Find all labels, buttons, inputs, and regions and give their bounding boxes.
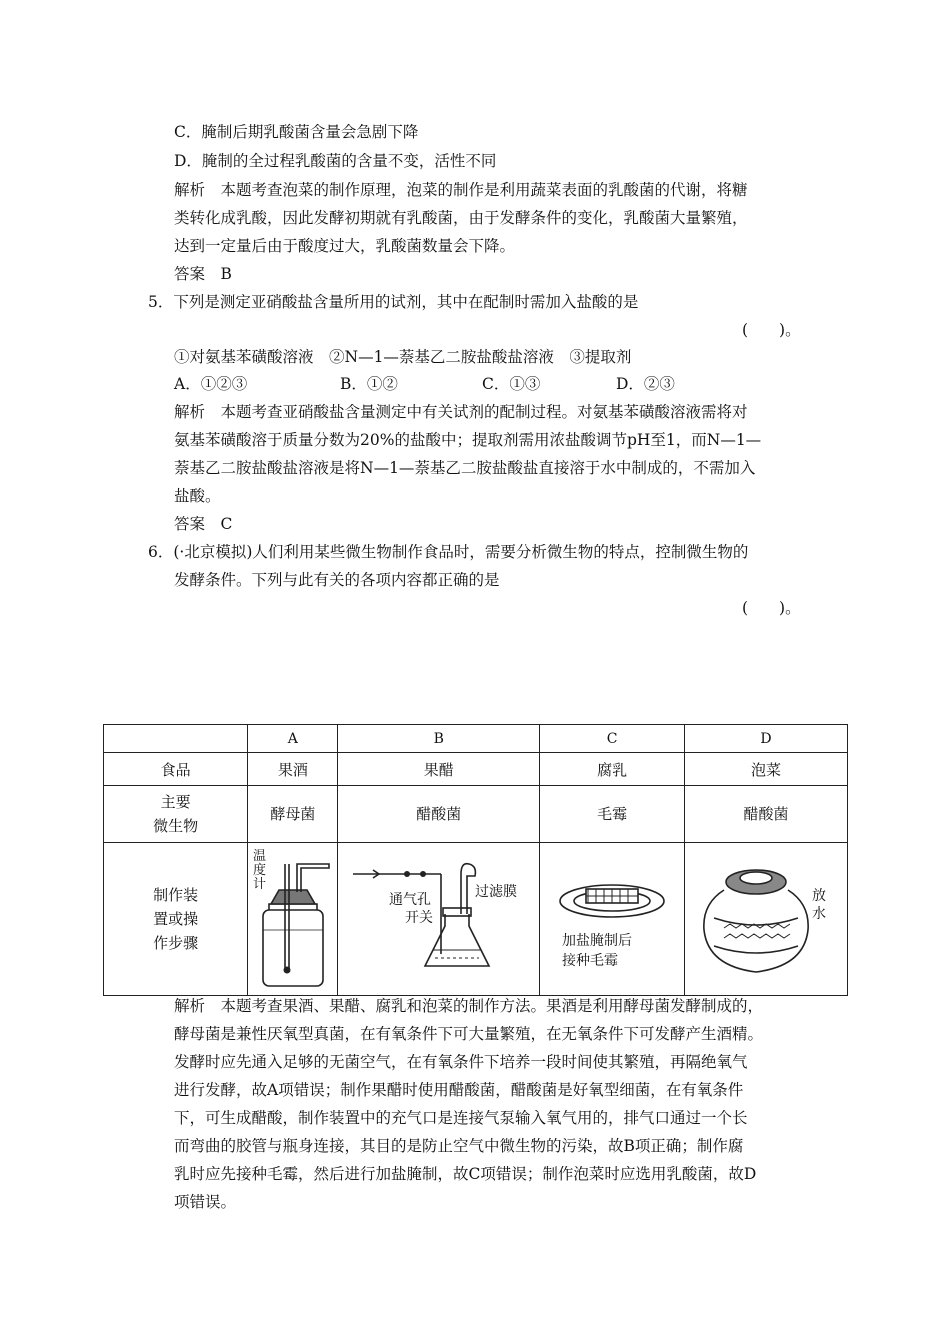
question-5-stem: 5．下列是测定亚硝酸盐含量所用的试剂，其中在配制时需加入盐酸的是 (148, 293, 639, 311)
thermometer-bulb (283, 967, 290, 974)
table-cell: 醋酸菌 (338, 786, 540, 843)
fig-label: 度 (252, 862, 266, 877)
option-d: D．②③ (616, 375, 675, 393)
analysis-line: 解析 本题考查亚硝酸盐含量测定中有关试剂的配制过程。对氨基苯磺酸溶液需将对 (174, 403, 748, 421)
analysis-line: 乳时应先接种毛霉，然后进行加盐腌制，故C项错误；制作泡菜时应选用乳酸菌，故D (174, 1165, 757, 1183)
answer-paren: ( )。 (742, 321, 801, 339)
option-c: C．腌制后期乳酸菌含量会急剧下降 (174, 123, 419, 141)
option-b: B．①② (340, 375, 398, 393)
tofu-plate-figure (552, 859, 672, 979)
table-cell: 泡菜 (685, 753, 848, 786)
table-cell: 毛霉 (540, 786, 685, 843)
fig-label: 计 (252, 876, 266, 891)
table-cell: 腐乳 (540, 753, 685, 786)
row-label-line: 作步骤 (153, 934, 199, 952)
analysis-line: 解析 本题考查果酒、果醋、腐乳和泡菜的制作方法。果酒是利用酵母菌发酵制成的， (174, 997, 764, 1015)
column-header: A (248, 725, 338, 753)
question-6-stem: 6．(·北京模拟)人们利用某些微生物制作食品时，需要分析微生物的特点，控制微生物的 (148, 543, 749, 561)
analysis-line: 项错误。 (174, 1193, 237, 1211)
table-row (104, 786, 848, 843)
analysis-line: 达到一定量后由于酸度过大，乳酸菌数量会下降。 (174, 237, 516, 255)
option-c: C．①③ (482, 375, 541, 393)
analysis-line: 类转化成乳酸，因此发酵初期就有乳酸菌，由于发酵条件的变化，乳酸菌大量繁殖， (174, 209, 748, 227)
fig-label: 温 (252, 848, 266, 863)
fig-label: 放 (812, 887, 827, 903)
table-cell: 醋酸菌 (685, 786, 848, 843)
wine-fermenter-figure (249, 846, 337, 992)
analysis-line: 盐酸。 (174, 487, 221, 505)
row-label-line: 制作装 (153, 886, 199, 904)
corner-cell (104, 725, 248, 753)
analysis-line: 而弯曲的胶管与瓶身连接，其目的是防止空气中微生物的污染，故B项正确；制作腐 (174, 1137, 744, 1155)
analysis-line: 下，可生成醋酸，制作装置中的充气口是连接气泵输入氧气用的，排气口通过一个长 (174, 1109, 748, 1127)
column-header: B (338, 725, 540, 753)
analysis-line: 萘基乙二胺盐酸盐溶液是将N—1—萘基乙二胺盐酸盐直接溶于水中制成的，不需加入 (174, 459, 756, 477)
table-row (104, 753, 848, 786)
answer-paren: ( )。 (742, 599, 801, 617)
analysis-line: 酵母菌是兼性厌氧型真菌，在有氧条件下可大量繁殖，在无氧条件下可发酵产生酒精。 (174, 1025, 764, 1043)
row-label: 食品 (104, 753, 248, 786)
analysis-line: 进行发酵，故A项错误；制作果醋时使用醋酸菌，醋酸菌是好氧型细菌，在有氧条件 (174, 1081, 744, 1099)
fig-label: 水 (812, 905, 827, 921)
fig-label: 开关 (404, 909, 433, 925)
fig-label: 通气孔 (388, 891, 431, 907)
figure-cell (685, 843, 848, 996)
option-a: A．①②③ (174, 375, 248, 393)
question-6-stem-cont: 发酵条件。下列与此有关的各项内容都正确的是 (174, 571, 500, 589)
row-label-line: 微生物 (153, 817, 199, 835)
vinegar-flask-figure (349, 854, 529, 984)
table-cell: 果酒 (248, 753, 338, 786)
answer-line: 答案 B (174, 265, 232, 283)
figure-cell (248, 843, 338, 996)
fig-caption: 加盐腌制后 (562, 932, 633, 948)
table-cell: 果醋 (338, 753, 540, 786)
figure-cell (540, 843, 685, 996)
analysis-line: 氨基苯磺酸溶于质量分数为20%的盐酸中；提取剂需用浓盐酸调节pH至1，而N—1— (174, 431, 762, 449)
answer-line: 答案 C (174, 515, 233, 533)
table-row (104, 843, 848, 996)
table-header-row (104, 725, 848, 753)
row-label-line: 主要 (160, 793, 191, 811)
option-d: D．腌制的全过程乳酸菌的含量不变，活性不同 (174, 152, 497, 170)
pickle-jar-figure (696, 854, 836, 984)
analysis-line: 发酵时应先通入足够的无菌空气，在有氧条件下培养一段时间使其繁殖，再隔绝氧气 (174, 1053, 748, 1071)
fig-caption: 接种毛霉 (562, 952, 619, 968)
figure-cell (338, 843, 540, 996)
column-header: D (685, 725, 848, 753)
column-header: C (540, 725, 685, 753)
row-label (104, 786, 248, 843)
row-label (104, 843, 248, 996)
comparison-table (103, 724, 848, 996)
table-cell: 酵母菌 (248, 786, 338, 843)
analysis-line: 解析 本题考查泡菜的制作原理，泡菜的制作是利用蔬菜表面的乳酸菌的代谢，将糖 (174, 181, 748, 199)
fig-label: 过滤膜 (474, 883, 517, 899)
reagent-list: ①对氨基苯磺酸溶液 ②N—1—萘基乙二胺盐酸盐溶液 ③提取剂 (174, 348, 632, 366)
row-label-line: 置或操 (153, 910, 199, 928)
